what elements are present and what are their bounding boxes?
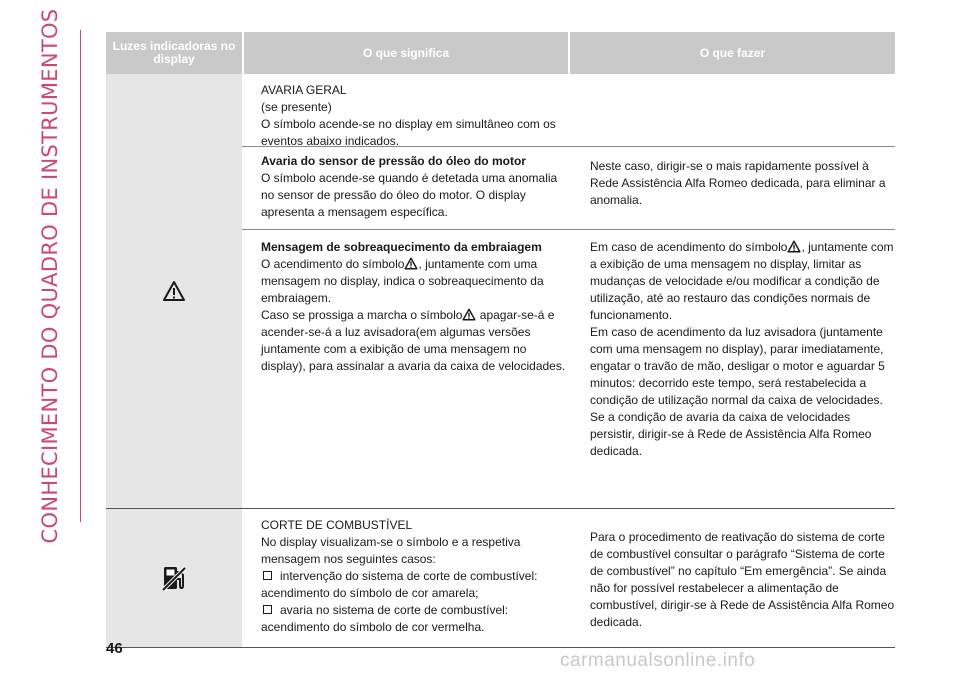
clutch-action-2: Em caso de acendimento da luz avisadora (juntamente com uma mensagem no display), parar imediatamente, engatar o travão de mão, desligar o motor e aguardar 5 minutos: decorrido este tempo, será restabelecida a condição de utilização normal da caixa de velocidades.: [590, 325, 885, 407]
general-failure-text: O símbolo acende-se no display em simultâneo com os eventos abaixo indicados.: [261, 117, 556, 148]
indicator-table: [106, 32, 895, 648]
bullet-icon: [263, 605, 272, 614]
oil-sensor-text: O símbolo acende-se quando é detetada uma anomalia no sensor de pressão do óleo do motor. O display apresenta a mensagem específica.: [261, 171, 558, 219]
clutch-heading: Mensagem de sobreaquecimento da embraiagem: [261, 240, 542, 254]
fuel-cutoff-bullet-1: intervenção do sistema de corte de combustível: acendimento do símbolo de cor amarela;: [261, 569, 538, 600]
row-content: [242, 74, 895, 508]
header-indicators: Luzes indicadoras no display: [106, 32, 242, 74]
oil-sensor-heading: Avaria do sensor de pressão do óleo do motor: [261, 154, 526, 168]
warning-triangle-icon: [787, 240, 801, 253]
fuel-cutoff-title: CORTE DE COMBUSTÍVEL: [261, 518, 413, 532]
oil-sensor-action: Neste caso, dirigir-se o mais rapidamente possível à Rede Assistência Alfa Romeo dedicada, para eliminar a anomalia.: [590, 159, 886, 207]
clutch-block: [242, 230, 895, 460]
header-action: O que fazer: [570, 32, 895, 74]
clutch-text-2: Caso se prossiga a marcha o símbolo apagar-se-á e acender-se-á a luz avisadora(em algumas versões juntamente com a exibição de uma mensagem no display), para assinalar a avaria da caixa de velocidades.: [261, 308, 566, 373]
row-content: [242, 509, 895, 647]
icon-cell: [106, 509, 242, 647]
header-meaning: O que significa: [244, 32, 568, 74]
side-chapter-title: [20, 8, 80, 544]
fuel-cutoff-text: No display visualizam-se o símbolo e a respetiva mensagem nos seguintes casos:: [261, 535, 521, 566]
intro-block: [242, 74, 895, 146]
warning-triangle-icon: [404, 257, 418, 270]
table-row: [106, 509, 895, 648]
clutch-text-1: O acendimento do símbolo , juntamente com uma mensagem no display, indica o sobreaquecimento da embraiagem.: [261, 257, 544, 305]
fuel-cutoff-action: Para o procedimento de reativação do sistema de corte de combustível consultar o parágrafo “Sistema de corte de combustível” no capítulo “Em emergência”. Se ainda não for possível restabelecer a alimentação de combustível, dirigir-se à Rede de Assistência Alfa Romeo dedicada.: [590, 530, 895, 629]
page-number: 46: [106, 640, 123, 657]
watermark: carmanualsonline.info: [560, 650, 756, 671]
fuel-cutoff-icon: [161, 564, 187, 592]
general-failure-note: (se presente): [261, 100, 332, 114]
general-failure-title: AVARIA GERAL: [261, 83, 347, 97]
bullet-icon: [263, 571, 272, 580]
warning-triangle-icon: [462, 308, 476, 321]
table-row: [106, 74, 895, 509]
warning-triangle-icon: [162, 280, 186, 302]
fuel-cutoff-bullet-2: avaria no sistema de corte de combustível: acendimento do símbolo de cor vermelha.: [261, 603, 509, 634]
clutch-action-1: Em caso de acendimento do símbolo , juntamente com a exibição de uma mensagem no display, limitar as mudanças de velocidade e/ou modificar a condição de utilização, até ao restauro das condições normais de funcionamento.: [590, 240, 894, 322]
icon-cell: [106, 74, 242, 508]
side-divider: [80, 30, 81, 522]
table-header: [106, 32, 895, 74]
side-chapter-title-text: CONHECIMENTO DO QUADRO DE INSTRUMENTOS: [38, 8, 62, 544]
clutch-action-3: Se a condição de avaria da caixa de velocidades persistir, dirigir-se à Rede de Assistência Alfa Romeo dedicada.: [590, 410, 872, 458]
oil-sensor-block: [242, 147, 895, 229]
